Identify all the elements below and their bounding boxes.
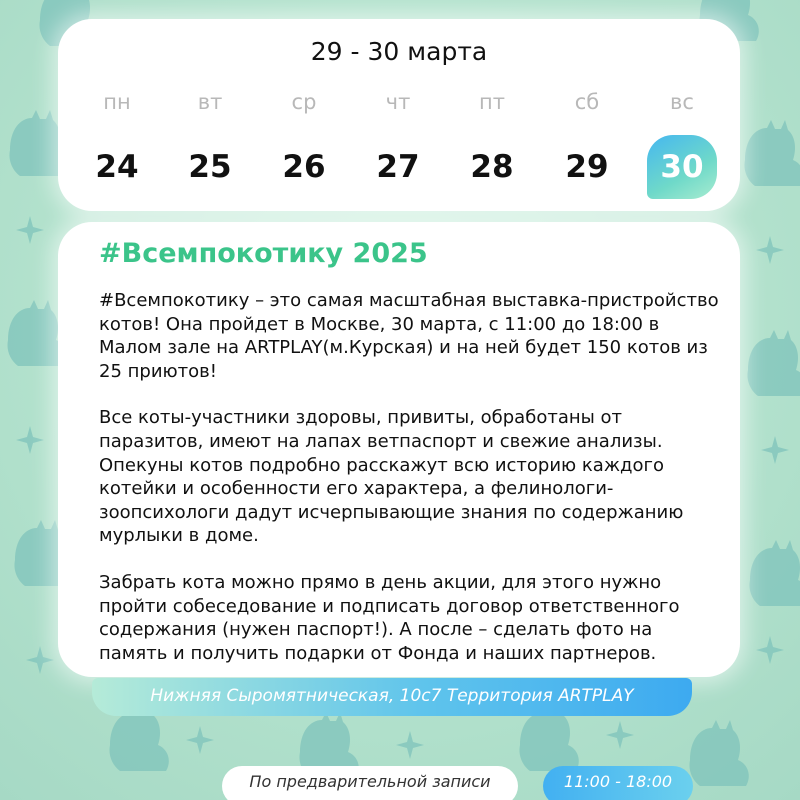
date-number: 27 xyxy=(376,149,420,185)
address-banner: Нижняя Сыромятническая, 10с7 Территория ARTPLAY xyxy=(92,678,692,716)
day-column-fri xyxy=(457,87,527,187)
time-badge: 11:00 - 18:00 xyxy=(543,766,693,800)
weekday-label: сб xyxy=(574,90,600,114)
sparkle-star-icon xyxy=(761,436,789,464)
cat-silhouette-icon xyxy=(747,330,800,396)
selected-date-badge: 30 xyxy=(647,135,717,199)
weekday-label: пт xyxy=(479,90,505,114)
description-paragraph: #Всемпокотику – это самая масштабная выставка-пристройство котов! Она пройдет в Москве, 30 марта, с 11:00 до 18:00 в Малом зале на ARTPLAY(м.Курская) и на ней будет 150 котов из 25 приютов! xyxy=(99,290,719,382)
weekday-label: вт xyxy=(197,90,223,114)
calendar-card xyxy=(58,19,740,211)
weekday-label: вс xyxy=(670,90,694,114)
sparkle-star-icon xyxy=(16,426,44,454)
sparkle-star-icon xyxy=(606,721,634,749)
day-column-wed xyxy=(269,87,339,187)
calendar-title: 29 - 30 марта xyxy=(310,37,488,66)
description-paragraph: Все коты-участники здоровы, привиты, обработаны от паразитов, имеют на лапах ветпаспорт и свежие анализы. Опекуны котов подробно расскажут всю историю каждого котейки и особенности его характера, а фелинологи-зоопсихологи дадут исчерпывающие знания по содержанию мурлыки в доме. xyxy=(99,407,684,547)
sparkle-star-icon xyxy=(26,646,54,674)
sparkle-star-icon xyxy=(756,636,784,664)
date-number: 28 xyxy=(470,149,514,185)
cat-silhouette-icon xyxy=(689,720,748,786)
date-number: 29 xyxy=(565,149,609,185)
date-number: 26 xyxy=(282,149,326,185)
description-paragraph: Забрать кота можно прямо в день акции, для этого нужно пройти собеседование и подписать договор ответственного содержания (нужен паспорт!). А после – сделать фото на память и получить подарки от Фонда и наших партнеров. xyxy=(99,571,680,664)
cat-silhouette-icon xyxy=(749,540,800,606)
cat-silhouette-icon xyxy=(744,120,800,186)
weekday-label: пн xyxy=(103,90,131,114)
sparkle-star-icon xyxy=(16,216,44,244)
date-number: 24 xyxy=(95,149,139,185)
sparkle-star-icon xyxy=(756,236,784,264)
sparkle-star-icon xyxy=(396,731,424,759)
weekday-label: ср xyxy=(291,90,317,114)
day-column-sun xyxy=(647,87,717,199)
weekday-label: чт xyxy=(385,90,411,114)
date-number: 25 xyxy=(188,149,232,185)
day-column-thu xyxy=(363,87,433,187)
day-column-mon xyxy=(82,87,152,187)
event-heading: #Всемпокотику 2025 xyxy=(99,238,428,269)
sparkle-star-icon xyxy=(186,726,214,754)
event-description-card xyxy=(58,222,740,677)
day-column-tue xyxy=(175,87,245,187)
registration-badge: По предварительной записи xyxy=(222,766,518,800)
day-column-sat xyxy=(552,87,622,187)
